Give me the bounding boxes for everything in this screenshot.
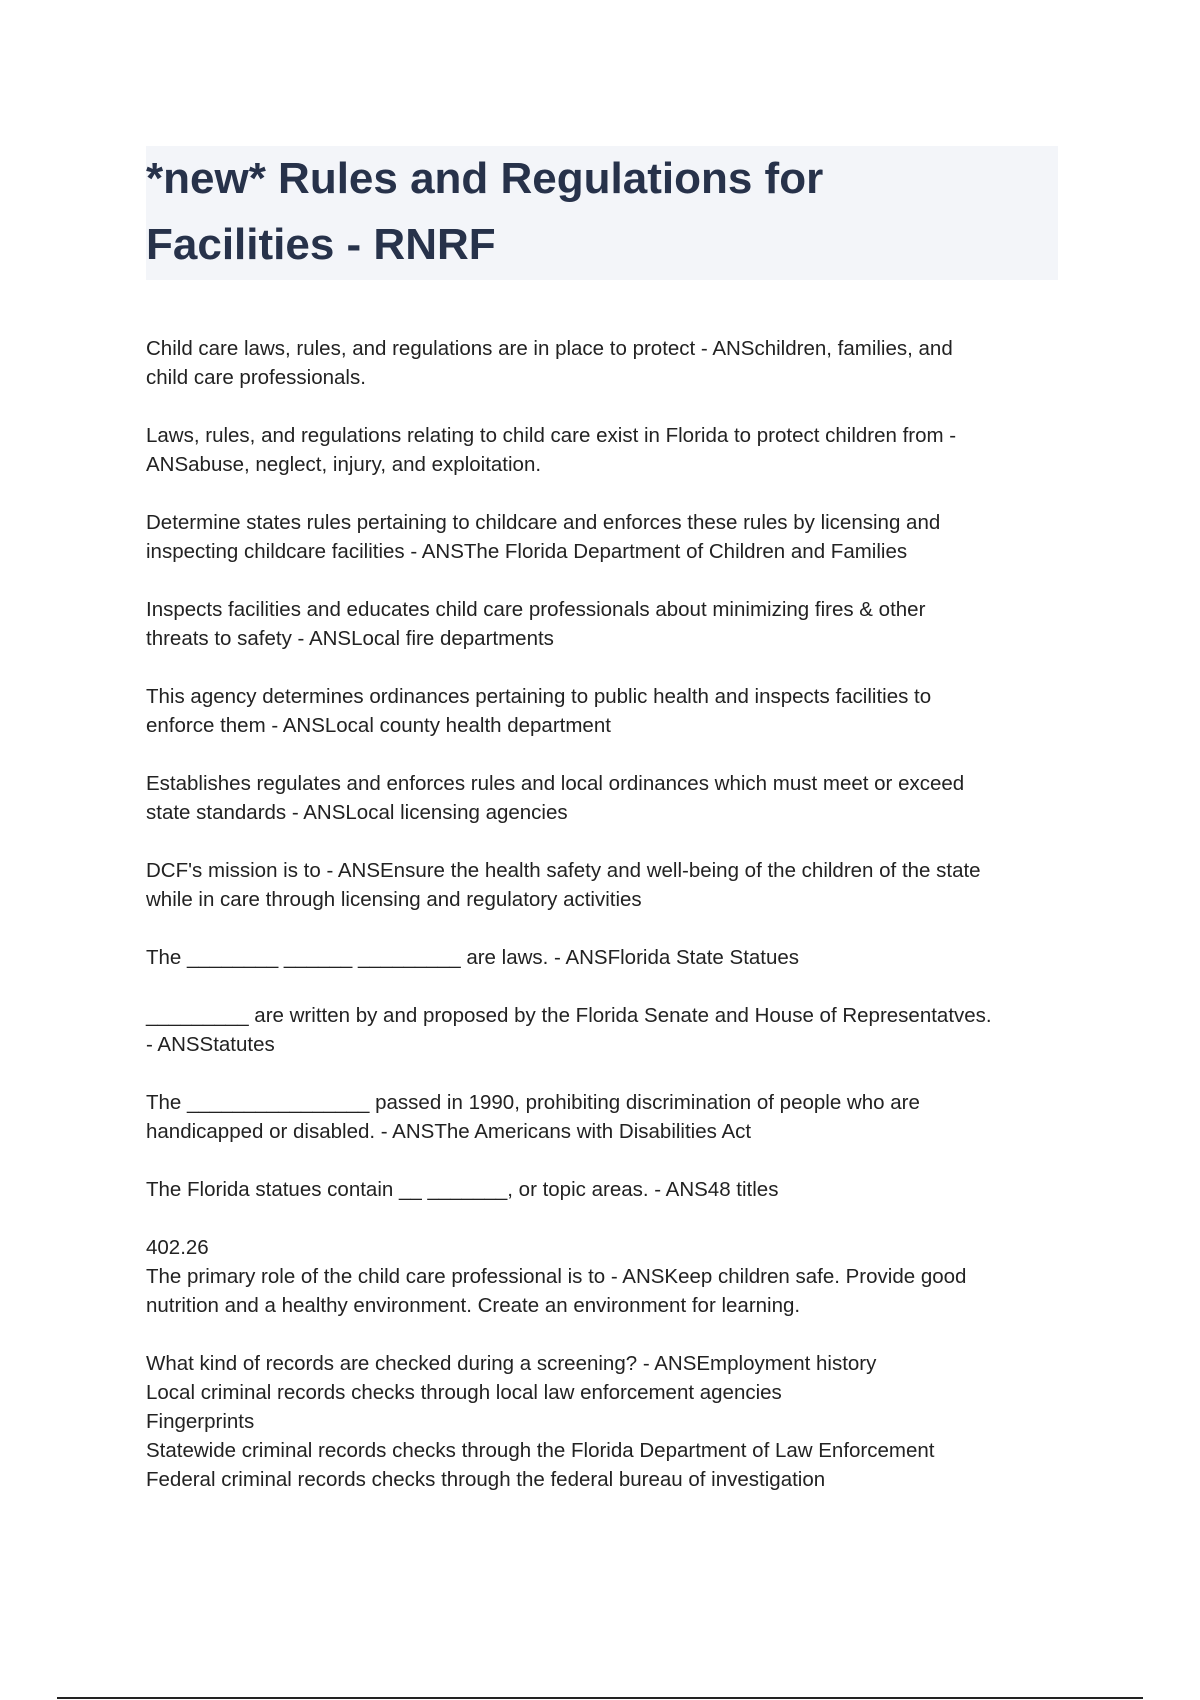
document-title bbox=[146, 146, 906, 278]
qa-item bbox=[146, 1088, 1066, 1146]
qa-line: This agency determines ordinances pertaining to public health and inspects facilities to bbox=[146, 685, 932, 708]
qa-item bbox=[146, 1001, 1066, 1059]
qa-line: The Florida statues contain __ _______, or topic areas. - ANS48 titles bbox=[146, 1178, 779, 1201]
qa-line: child care professionals. bbox=[146, 366, 366, 389]
qa-line: nutrition and a healthy environment. Create an environment for learning. bbox=[146, 1294, 801, 1317]
qa-line: Child care laws, rules, and regulations are in place to protect - ANSchildren, families, and bbox=[146, 337, 953, 360]
qa-item bbox=[146, 421, 1066, 479]
qa-item bbox=[146, 856, 1066, 914]
qa-line: Local criminal records checks through local law enforcement agencies bbox=[146, 1381, 782, 1404]
title-line: *new* Rules and Regulations for bbox=[146, 154, 824, 203]
qa-line: - ANSStatutes bbox=[146, 1033, 275, 1056]
qa-item bbox=[146, 595, 1066, 653]
qa-item bbox=[146, 1349, 1066, 1494]
qa-line: _________ are written by and proposed by the Florida Senate and House of Representatves. bbox=[146, 1004, 992, 1027]
qa-line: Inspects facilities and educates child care professionals about minimizing fires & other bbox=[146, 598, 926, 621]
title-box bbox=[146, 146, 1058, 280]
qa-line: state standards - ANSLocal licensing agencies bbox=[146, 801, 568, 824]
qa-line: while in care through licensing and regulatory activities bbox=[146, 888, 642, 911]
qa-line: Determine states rules pertaining to childcare and enforces these rules by licensing and bbox=[146, 511, 941, 534]
qa-line: enforce them - ANSLocal county health department bbox=[146, 714, 611, 737]
qa-line: DCF's mission is to - ANSEnsure the health safety and well-being of the children of the state bbox=[146, 859, 981, 882]
qa-line: What kind of records are checked during a screening? - ANSEmployment history bbox=[146, 1352, 877, 1375]
qa-item bbox=[146, 508, 1066, 566]
qa-line: The ________________ passed in 1990, prohibiting discrimination of people who are bbox=[146, 1091, 920, 1114]
qa-line: handicapped or disabled. - ANSThe Americans with Disabilities Act bbox=[146, 1120, 752, 1143]
title-line: Facilities - RNRF bbox=[146, 220, 496, 269]
qa-line: Laws, rules, and regulations relating to child care exist in Florida to protect children from - bbox=[146, 424, 957, 447]
bottom-divider bbox=[57, 1697, 1143, 1699]
qa-line: The ________ ______ _________ are laws. - ANSFlorida State Statues bbox=[146, 946, 800, 969]
qa-item bbox=[146, 1233, 1066, 1320]
qa-line: The primary role of the child care professional is to - ANSKeep children safe. Provide good bbox=[146, 1265, 967, 1288]
qa-line: Federal criminal records checks through the federal bureau of investigation bbox=[146, 1468, 826, 1491]
qa-item bbox=[146, 682, 1066, 740]
qa-line: ANSabuse, neglect, injury, and exploitation. bbox=[146, 453, 542, 476]
qa-item bbox=[146, 1175, 1066, 1204]
qa-item bbox=[146, 334, 1066, 392]
qa-line: 402.26 bbox=[146, 1236, 209, 1259]
qa-list bbox=[146, 334, 1066, 1523]
qa-line: Statewide criminal records checks through the Florida Department of Law Enforcement bbox=[146, 1439, 935, 1462]
qa-line: inspecting childcare facilities - ANSThe Florida Department of Children and Families bbox=[146, 540, 908, 563]
qa-line: Fingerprints bbox=[146, 1410, 255, 1433]
qa-item bbox=[146, 769, 1066, 827]
qa-item bbox=[146, 943, 1066, 972]
qa-line: Establishes regulates and enforces rules and local ordinances which must meet or exceed bbox=[146, 772, 965, 795]
qa-line: threats to safety - ANSLocal fire departments bbox=[146, 627, 554, 650]
